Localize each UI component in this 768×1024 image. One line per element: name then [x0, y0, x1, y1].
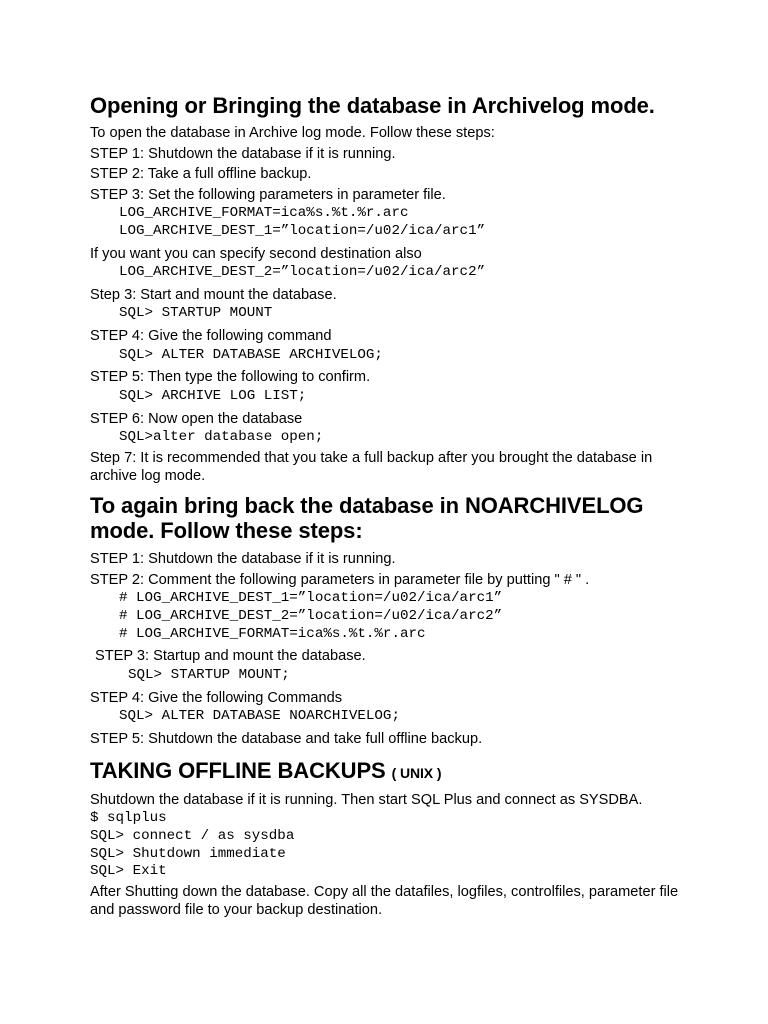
code-alter-noarchivelog: SQL> ALTER DATABASE NOARCHIVELOG;	[119, 708, 400, 725]
offline-backups-unix-label: ( UNIX )	[391, 764, 442, 781]
offline-backups-intro: Shutdown the database if it is running. Then start SQL Plus and connect as SYSDBA.	[90, 791, 643, 808]
section-offline-backups-heading	[90, 758, 680, 786]
archivelog-step-7: Step 7: It is recommended that you take a full backup after you brought the database in archive log mode.	[90, 450, 653, 484]
code-log-archive-format: LOG_ARCHIVE_FORMAT=ica%s.%t.%r.arc	[119, 205, 409, 221]
noarchivelog-step-4: STEP 4: Give the following Commands	[90, 689, 342, 706]
code-shutdown-immediate: SQL> Shutdown immediate	[90, 845, 286, 862]
noarchivelog-step-5: STEP 5: Shutdown the database and take full offline backup.	[90, 731, 483, 748]
offline-backups-title: TAKING OFFLINE BACKUPS	[90, 757, 386, 783]
code-connect-sysdba: SQL> connect / as sysdba	[90, 827, 295, 844]
noarchivelog-step-2: STEP 2: Comment the following parameters in parameter file by putting " # " .	[90, 571, 590, 588]
section-noarchivelog-heading: To again bring back the database in NOARCHIVELOG mode. Follow these steps:	[90, 493, 644, 544]
archivelog-intro: To open the database in Archive log mode. Follow these steps:	[90, 125, 495, 141]
archivelog-step-5: STEP 5: Then type the following to confirm.	[90, 369, 371, 386]
code-alter-archivelog: SQL> ALTER DATABASE ARCHIVELOG;	[119, 346, 383, 363]
archivelog-step-6: STEP 6: Now open the database	[90, 410, 303, 427]
code-archive-log-list: SQL> ARCHIVE LOG LIST;	[119, 387, 307, 404]
code-alter-database-open: SQL>alter database open;	[119, 429, 324, 446]
code-log-archive-dest-2: LOG_ARCHIVE_DEST_2=”location=/u02/ica/arc2”	[119, 264, 486, 281]
archivelog-step-1: STEP 1: Shutdown the database if it is running.	[90, 145, 396, 162]
code-comment-dest-1: # LOG_ARCHIVE_DEST_1=”location=/u02/ica/arc1”	[119, 590, 503, 607]
code-sqlplus: $ sqlplus	[90, 810, 167, 827]
code-comment-dest-2: # LOG_ARCHIVE_DEST_2=”location=/u02/ica/arc2”	[119, 607, 503, 624]
archivelog-step-4: STEP 4: Give the following command	[90, 328, 332, 345]
archivelog-step-3-mount: Step 3: Start and mount the database.	[90, 286, 337, 303]
code-comment-format: # LOG_ARCHIVE_FORMAT=ica%s.%t.%r.arc	[119, 625, 426, 642]
code-log-archive-dest-1: LOG_ARCHIVE_DEST_1=”location=/u02/ica/arc1”	[119, 222, 486, 239]
archivelog-step-3: STEP 3: Set the following parameters in parameter file.	[90, 186, 446, 203]
offline-backups-after: After Shutting down the database. Copy all the datafiles, logfiles, controlfiles, parameter file and password file to your backup destination.	[90, 884, 679, 918]
section-archivelog-heading: Opening or Bringing the database in Archivelog mode.	[90, 93, 655, 118]
noarchivelog-step-3: STEP 3: Startup and mount the database.	[95, 648, 366, 665]
noarchivelog-step-1: STEP 1: Shutdown the database if it is running.	[90, 551, 396, 568]
code-exit: SQL> Exit	[90, 863, 167, 880]
code-startup-mount-2: SQL> STARTUP MOUNT;	[128, 666, 290, 683]
archivelog-step-2: STEP 2: Take a full offline backup.	[90, 166, 312, 182]
code-startup-mount: SQL> STARTUP MOUNT	[119, 305, 273, 322]
archivelog-second-destination: If you want you can specify second destination also	[90, 245, 422, 262]
